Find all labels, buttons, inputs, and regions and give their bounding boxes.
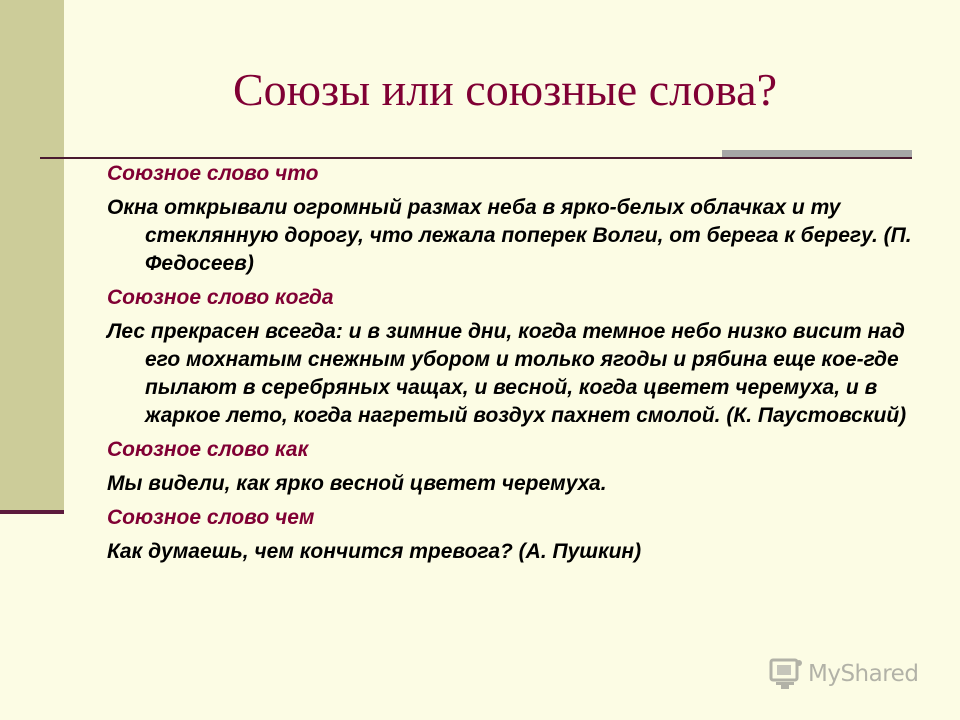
section-text-chem: Как думаешь, чем кончится тревога? (А. Пушкин) bbox=[107, 540, 642, 563]
section-text-kogda: Лес прекрасен всегда: и в зимние дни, когда темное небо низко висит над его мохнатым снежным убором и только ягоды и рябина еще кое-где пылают в серебряных чащах, и весной, когда цветет черемуха, и в жаркое лето, когда нагретый воздух пахнет смолой. (К. Паустовский) bbox=[107, 320, 907, 427]
slide-title: Союзы или союзные слова? bbox=[232, 64, 778, 115]
section-heading-chem: Союзное слово чем bbox=[107, 506, 315, 529]
title-divider-dark-line bbox=[722, 157, 912, 159]
slide-body bbox=[107, 160, 917, 566]
section-text-kak: Мы видели, как ярко весной цветет черемуха. bbox=[107, 472, 607, 495]
section-heading-kogda: Союзное слово когда bbox=[107, 286, 334, 309]
section-heading-kak: Союзное слово как bbox=[107, 438, 309, 461]
myshared-watermark bbox=[768, 656, 918, 692]
left-band-underline bbox=[0, 510, 64, 514]
left-decorative-band bbox=[0, 0, 64, 510]
section-text-chto: Окна открывали огромный размах неба в ярко-белых облачках и ту стеклянную дорогу, что лежала поперек Волги, от берега к берегу. (П. Федосеев) bbox=[107, 196, 912, 275]
myshared-logo-icon bbox=[768, 657, 804, 691]
watermark-label: MyShared bbox=[808, 661, 919, 687]
section-heading-chto: Союзное слово что bbox=[107, 162, 319, 185]
